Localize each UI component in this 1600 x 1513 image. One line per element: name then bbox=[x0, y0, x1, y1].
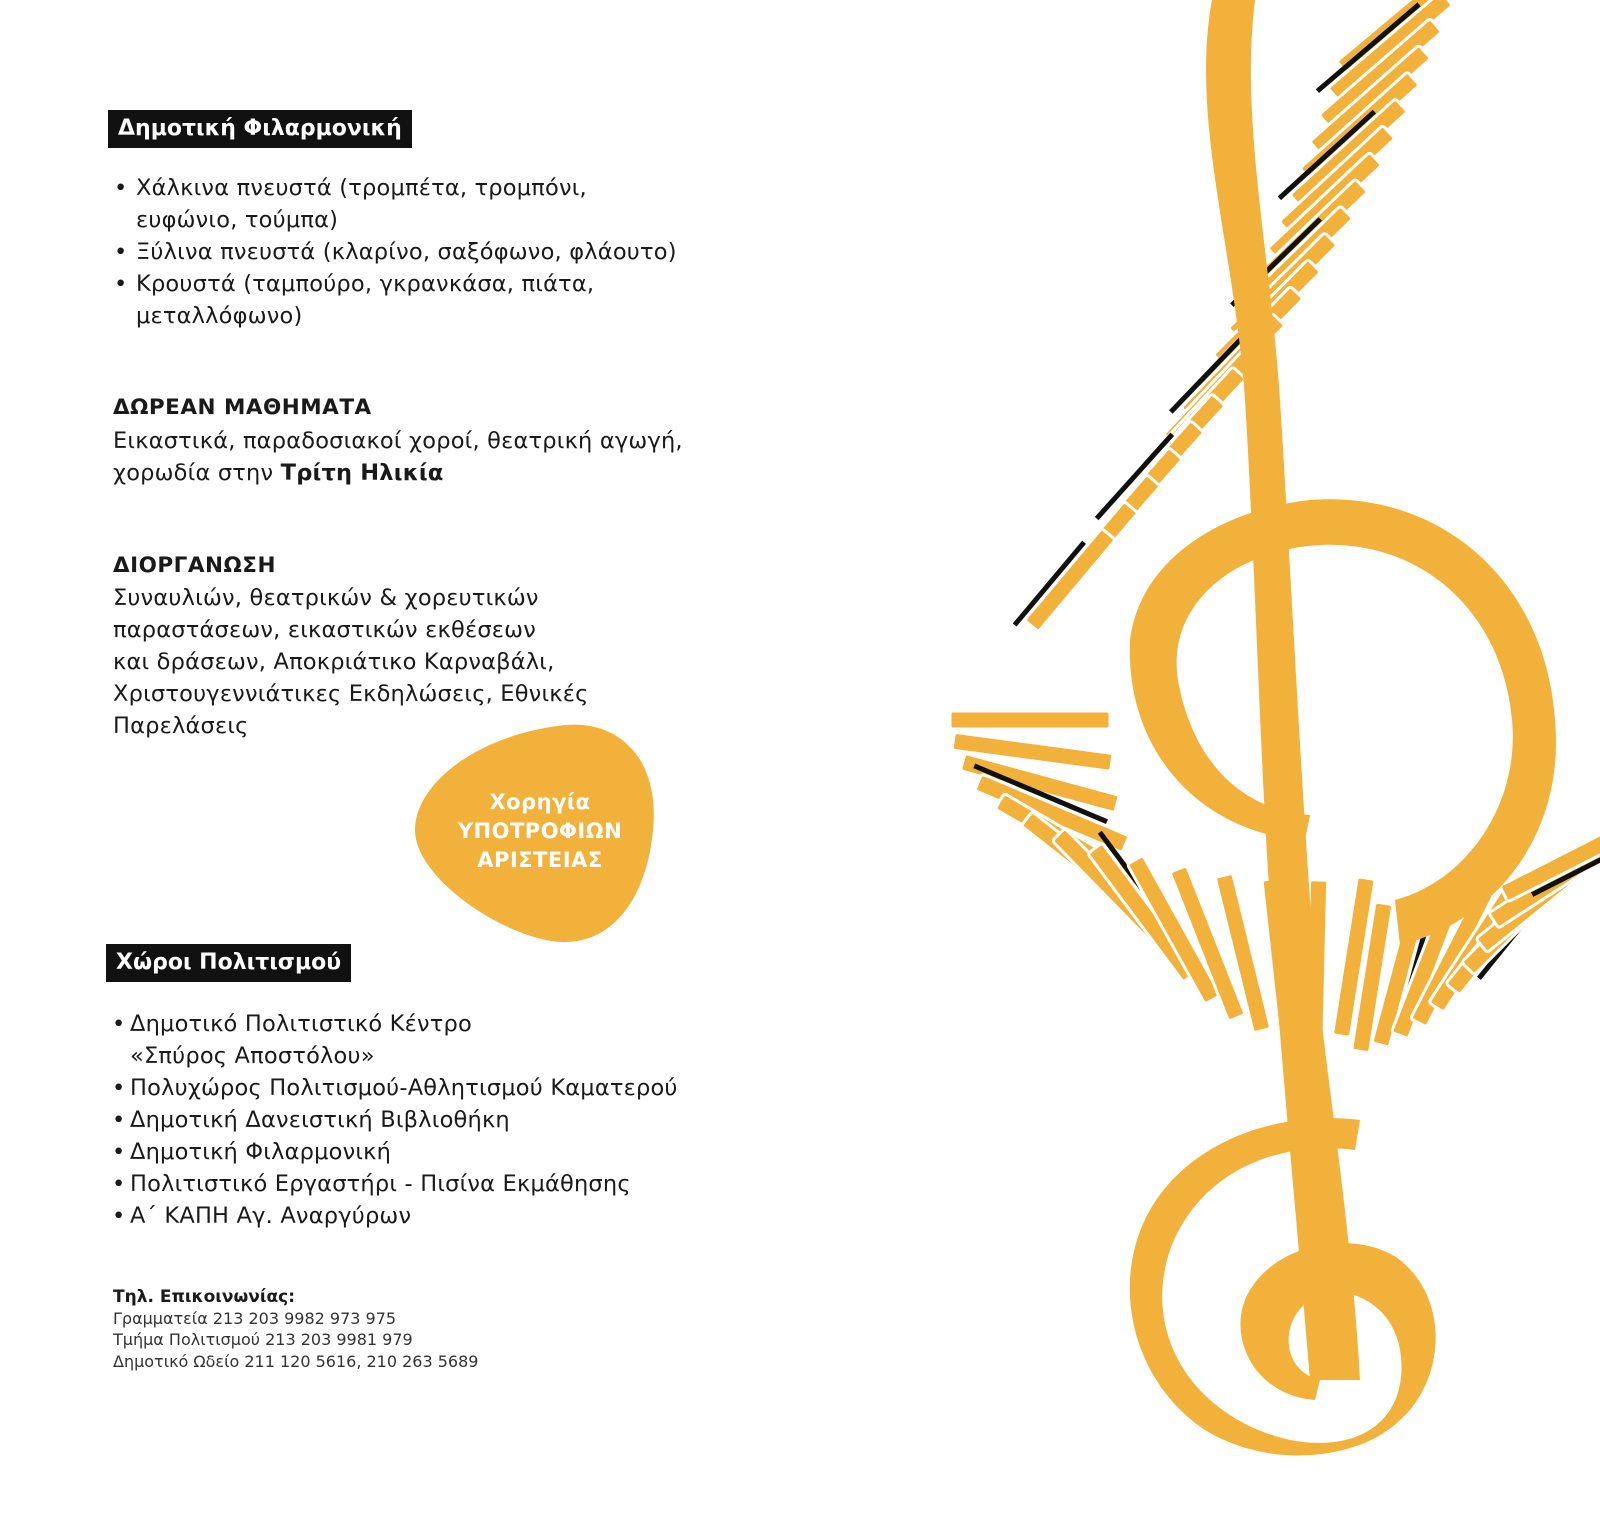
list-item: • Χάλκινα πνευστά (τρομπέτα, τρομπόνι, ευφώνιο, τούμπα) bbox=[112, 172, 677, 236]
treble-clef-illustration bbox=[840, 0, 1600, 1513]
list-item: • Πολιτιστικό Εργαστήρι - Πισίνα Εκμάθησης bbox=[112, 1168, 678, 1200]
list-item: • Δημοτικό Πολιτιστικό Κέντρο «Σπύρος Αποστόλου» bbox=[112, 1008, 678, 1072]
contact-line: Γραμματεία 213 203 9982 973 975 bbox=[113, 1309, 397, 1328]
list-item: • Α΄ ΚΑΠΗ Αγ. Αναργύρων bbox=[112, 1200, 678, 1232]
list-item: • Ξύλινα πνευστά (κλαρίνο, σαξόφωνο, φλάουτο) bbox=[112, 236, 677, 268]
list-item: • Δημοτική Φιλαρμονική bbox=[112, 1136, 678, 1168]
organization-title: ΔΙΟΡΓΑΝΩΣΗ bbox=[113, 553, 276, 578]
list-item: • Πολυχώρος Πολιτισμού-Αθλητισμού Καματερού bbox=[112, 1072, 678, 1104]
philharmonic-heading: Δημοτική Φιλαρμονική bbox=[108, 110, 412, 148]
free-lessons-text: Εικαστικά, παραδοσιακοί χοροί, θεατρική αγωγή, χορωδία στην Τρίτη Ηλικία bbox=[113, 428, 683, 486]
organization-text: Συναυλιών, θεατρικών & χορευτικών παραστάσεων, εικαστικών εκθέσεων και δράσεων, Αποκριάτικο Καρναβάλι, Χριστουγεννιάτικες Εκδηλώσεις, Εθνικές Παρελάσεις bbox=[113, 585, 589, 739]
piano-key bbox=[950, 711, 1110, 729]
free-lessons-title: ΔΩΡΕΑΝ ΜΑΘΗΜΑΤΑ bbox=[113, 395, 372, 420]
venues-list bbox=[112, 1008, 678, 1232]
venues-heading: Χώροι Πολιτισμού bbox=[106, 944, 351, 982]
piano-key bbox=[1025, 528, 1116, 631]
clef-tail bbox=[1130, 1118, 1436, 1455]
list-item: • Δημοτική Δανειστική Βιβλιοθήκη bbox=[112, 1104, 678, 1136]
clef-loop bbox=[1130, 499, 1556, 945]
scholarship-badge-text: Χορηγία ΥΠΟΤΡΟΦΙΩΝ ΑΡΙΣΤΕΙΑΣ bbox=[457, 790, 623, 872]
philharmonic-list bbox=[112, 172, 677, 332]
contact-line: Δημοτικό Ωδείο 211 120 5616, 210 263 5689 bbox=[113, 1352, 479, 1371]
contact-title: Τηλ. Επικοινωνίας: bbox=[113, 1287, 296, 1307]
contact-line: Τμήμα Πολιτισμού 213 203 9981 979 bbox=[113, 1330, 413, 1349]
list-item: • Κρουστά (ταμπούρο, γκρανκάσα, πιάτα, μεταλλόφωνο) bbox=[112, 268, 677, 332]
